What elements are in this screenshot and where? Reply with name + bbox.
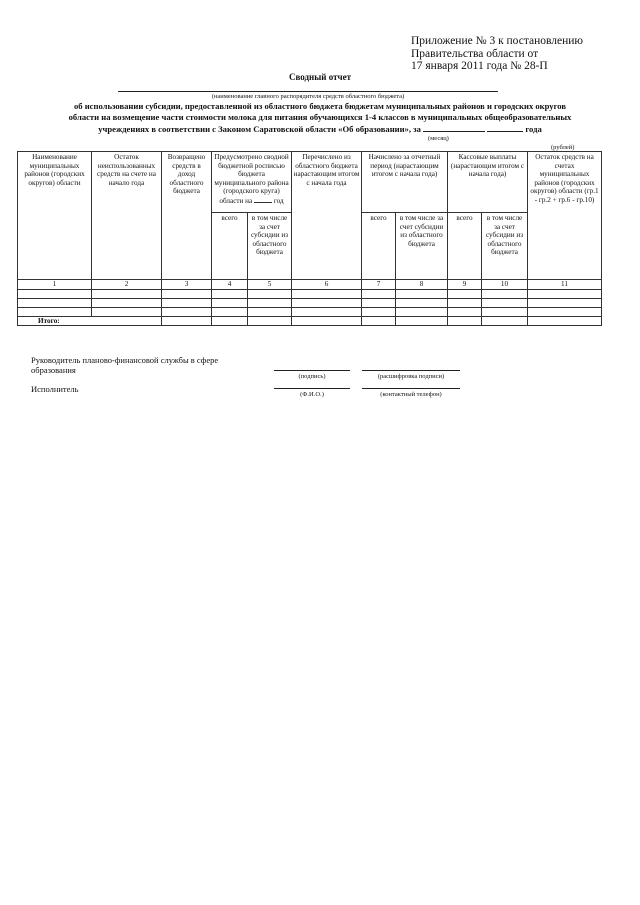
data-cell[interactable] (292, 307, 362, 316)
data-cell[interactable] (448, 307, 482, 316)
description-line-3-text: учреждениях в соответствии с Законом Саратовской области «Об образовании», за (98, 124, 421, 135)
data-cell[interactable] (396, 307, 448, 316)
col-number-10: 10 (482, 280, 528, 290)
data-cell[interactable] (482, 289, 528, 298)
data-cell[interactable] (482, 307, 528, 316)
data-cell[interactable] (18, 298, 92, 307)
year-blank[interactable] (487, 123, 523, 132)
fio-line[interactable] (274, 388, 350, 389)
column-number-row (18, 280, 602, 290)
data-cell[interactable] (292, 298, 362, 307)
data-cell[interactable] (362, 298, 396, 307)
data-cell[interactable] (448, 298, 482, 307)
report-description (30, 101, 610, 136)
header-planned-group (212, 152, 292, 213)
col-number-9: 9 (448, 280, 482, 290)
phone-caption: (контактный телефон) (380, 391, 442, 398)
table-row (18, 298, 602, 307)
total-cell[interactable] (212, 316, 248, 326)
data-cell[interactable] (362, 307, 396, 316)
data-cell[interactable] (362, 289, 396, 298)
month-caption: (месяц) (428, 135, 449, 142)
manager-name-line (118, 91, 498, 92)
manager-name-caption: (наименование главного распорядителя средств областного бюджета) (211, 93, 405, 100)
col-number-8: 8 (396, 280, 448, 290)
total-label: Итого: (18, 316, 162, 326)
header-balance-accounts: Остаток средств на счетах муниципальных районов (городских округов) области (гр.1 - гр.2 + гр.6 - гр.10) (528, 152, 602, 280)
description-line-2: области на возмещение части стоимости молока для питания обучающихся 1-4 классов в муниципальных общеобразовательных (68, 112, 572, 123)
data-cell[interactable] (212, 298, 248, 307)
signature-line[interactable] (274, 370, 350, 371)
header-planned-subsidy: в том числе за счет субсидии из областного бюджета (248, 213, 292, 280)
report-table (17, 151, 602, 326)
total-cell[interactable] (448, 316, 482, 326)
col-number-5: 5 (248, 280, 292, 290)
month-blank[interactable] (423, 123, 485, 132)
table-row (18, 289, 602, 298)
total-cell[interactable] (248, 316, 292, 326)
data-cell[interactable] (528, 289, 602, 298)
data-cell[interactable] (528, 307, 602, 316)
data-cell[interactable] (162, 307, 212, 316)
executor-label: Исполнитель (31, 384, 79, 394)
description-year-word: года (525, 124, 542, 135)
total-cell[interactable] (528, 316, 602, 326)
data-cell[interactable] (396, 298, 448, 307)
data-cell[interactable] (18, 307, 92, 316)
header-payments-subsidy: в том числе за счет субсидии из областного бюджета (482, 213, 528, 280)
col-number-3: 3 (162, 280, 212, 290)
fio-caption: (Ф.И.О.) (300, 391, 324, 398)
data-cell[interactable] (528, 298, 602, 307)
data-cell[interactable] (92, 289, 162, 298)
data-cell[interactable] (448, 289, 482, 298)
data-cell[interactable] (92, 307, 162, 316)
data-cell[interactable] (212, 307, 248, 316)
description-line-1: об использовании субсидии, предоставленной из областного бюджета бюджетам муниципальных районов и городских округов (73, 101, 567, 111)
description-line-3 (30, 123, 610, 135)
appendix-line-3: 17 января 2011 года № 28-П (411, 60, 548, 72)
header-returned: Возвращено средств в доход областного бюджета (162, 152, 212, 280)
data-cell[interactable] (212, 289, 248, 298)
col-number-4: 4 (212, 280, 248, 290)
decoding-line[interactable] (362, 370, 460, 371)
col-number-7: 7 (362, 280, 396, 290)
header-payments-group: Кассовые выплаты (нарастающим итогом с начала года) (448, 152, 528, 213)
planned-year-blank (254, 196, 272, 203)
data-cell[interactable] (292, 289, 362, 298)
phone-line[interactable] (362, 388, 460, 389)
appendix-line-1: Приложение № 3 к постановлению (411, 35, 584, 47)
data-cell[interactable] (162, 298, 212, 307)
report-title: Сводный отчет (288, 72, 352, 82)
total-row (18, 316, 602, 326)
data-cell[interactable] (162, 289, 212, 298)
col-number-1: 1 (18, 280, 92, 290)
header-balance-start: Остаток неиспользованных средств на счете на начало года (92, 152, 162, 280)
data-cell[interactable] (248, 289, 292, 298)
data-cell[interactable] (248, 307, 292, 316)
col-number-2: 2 (92, 280, 162, 290)
data-cell[interactable] (248, 298, 292, 307)
header-payments-total: всего (448, 213, 482, 280)
header-accrued-group: Начислено за отчетный период (нарастающим итогом с начала года) (362, 152, 448, 213)
header-accrued-subsidy: в том числе за счет субсидии из областного бюджета (396, 213, 448, 280)
col-number-6: 6 (292, 280, 362, 290)
head-label: Руководитель планово-финансовой службы в сфере образования (31, 355, 219, 375)
header-planned-text: Предусмотрено сводной бюджетной росписью бюджета муниципального района (городского круга) области на (214, 153, 289, 205)
total-cell[interactable] (396, 316, 448, 326)
data-cell[interactable] (396, 289, 448, 298)
header-planned-total: всего (212, 213, 248, 280)
units-caption: (рублей) (551, 144, 575, 151)
data-cell[interactable] (92, 298, 162, 307)
total-cell[interactable] (162, 316, 212, 326)
signature-caption: (подпись) (298, 373, 326, 380)
data-cell[interactable] (482, 298, 528, 307)
data-cell[interactable] (18, 289, 92, 298)
header-municipality: Наименование муниципальных районов (городских округов) области (18, 152, 92, 280)
col-number-11: 11 (528, 280, 602, 290)
header-transferred: Перечислено из областного бюджета нарастающим итогом с начала года (292, 152, 362, 280)
decoding-caption: (расшифровка подписи) (377, 373, 445, 380)
appendix-header (411, 35, 631, 73)
total-cell[interactable] (362, 316, 396, 326)
header-planned-year: год (273, 196, 284, 205)
total-cell[interactable] (292, 316, 362, 326)
header-accrued-total: всего (362, 213, 396, 280)
total-cell[interactable] (482, 316, 528, 326)
table-row (18, 307, 602, 316)
appendix-line-2: Правительства области от (411, 47, 539, 60)
